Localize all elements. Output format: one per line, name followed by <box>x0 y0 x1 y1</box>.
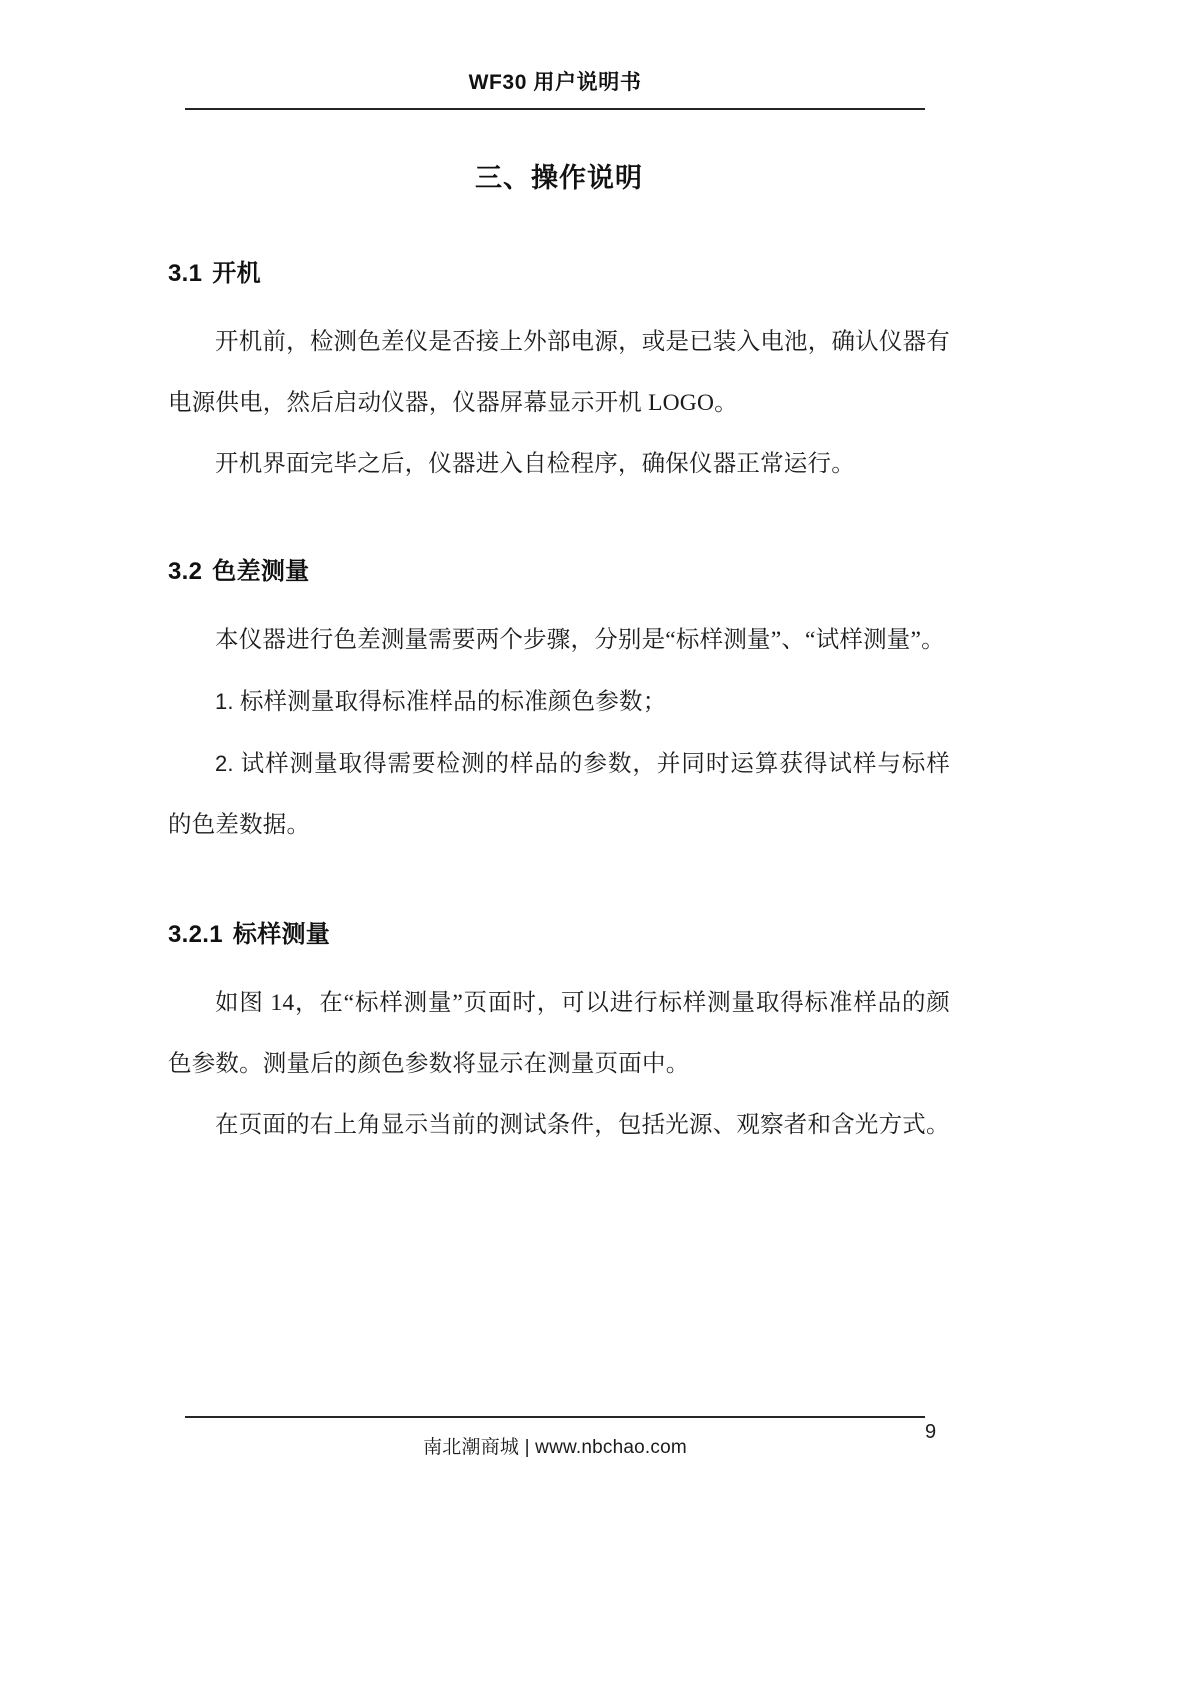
page-footer <box>185 1416 925 1459</box>
measurement-steps-list <box>168 671 950 856</box>
paragraph-3-2-1-2: 在页面的右上角显示当前的测试条件，包括光源、观察者和含光方式。 <box>215 1112 950 1138</box>
list-item <box>168 733 950 856</box>
section-number-3-2-1: 3.2.1 <box>168 921 223 948</box>
paragraph-3-2-1: 本仪器进行色差测量需要两个步骤，分别是“标样测量”、“试样测量”。 <box>215 627 945 653</box>
section-number-3-1: 3.1 <box>168 260 203 287</box>
page-content <box>168 140 950 1156</box>
section-heading-3-1 <box>168 253 950 288</box>
list-item-text: 标样测量取得标准样品的标准颜色参数； <box>239 689 667 715</box>
chapter-title: 三、操作说明 <box>475 163 643 193</box>
list-item <box>168 671 950 733</box>
paragraph-3-1-2: 开机界面完毕之后，仪器进入自检程序，确保仪器正常运行。 <box>215 451 855 477</box>
section-title-3-1: 开机 <box>212 260 261 287</box>
header-title: WF30 用户说明书 <box>468 71 642 94</box>
section-number-3-2: 3.2 <box>168 558 203 585</box>
list-item-text: 试样测量取得需要检测的样品的参数，并同时运算获得试样与标样的色差数据。 <box>168 751 950 838</box>
list-item-marker: 2. <box>215 751 234 776</box>
paragraph-3-2-1-1: 如图 14，在“标样测量”页面时，可以进行标样测量取得标准样品的颜色参数。测量后的颜色参数将显示在测量页面中。 <box>168 990 950 1077</box>
footer-divider <box>185 1416 925 1418</box>
page-header <box>185 70 925 118</box>
page-number: 9 <box>925 1421 937 1443</box>
header-divider <box>185 108 925 110</box>
section-heading-3-2-1 <box>168 914 950 949</box>
paragraph-3-1-1: 开机前，检测色差仪是否接上外部电源，或是已装入电池，确认仪器有电源供电，然后启动仪器，仪器屏幕显示开机 LOGO。 <box>168 329 950 416</box>
section-title-3-2: 色差测量 <box>212 558 310 585</box>
section-title-3-2-1: 标样测量 <box>232 921 331 948</box>
list-item-marker: 1. <box>215 689 234 714</box>
footer-text: 南北潮商城 | www.nbchao.com <box>423 1437 687 1458</box>
section-heading-3-2 <box>168 551 950 586</box>
